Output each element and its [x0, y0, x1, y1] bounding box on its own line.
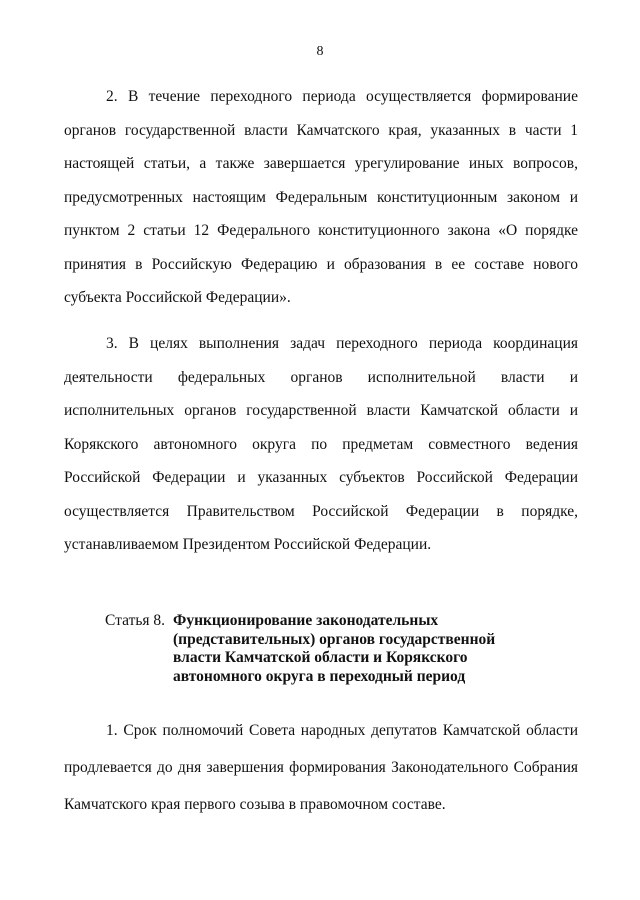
- title-line: автономного округа в переходный период: [173, 667, 466, 685]
- article-label: Статья 8.: [105, 612, 166, 629]
- article-title: [173, 612, 495, 686]
- text-line: деятельности федеральных органов исполнительной власти и: [64, 368, 578, 386]
- title-line: (представительных) органов государственной: [173, 630, 496, 648]
- text-line: устанавливаемом Президентом Российской Федерации.: [64, 536, 432, 553]
- paragraph-2: [64, 80, 578, 315]
- text-line: 3. В целях выполнения задач переходного периода координация: [106, 335, 578, 352]
- text-line: настоящей статьи, а также завершается урегулирование иных вопросов,: [64, 155, 578, 172]
- title-line: власти Камчатской области и Корякского: [173, 649, 468, 666]
- text-line: исполнительных органов государственной власти Камчатской области и: [64, 402, 578, 419]
- text-line: продлевается до дня завершения формирования Законодательного Собрания: [64, 759, 578, 776]
- text-line: органов государственной власти Камчатского края, указанных в части 1: [64, 121, 578, 139]
- text-line: Российской Федерации и указанных субъектов Российской Федерации: [64, 469, 578, 486]
- paragraph-3: [64, 327, 578, 562]
- text-line: Корякского автономного округа по предметам совместного ведения: [64, 435, 578, 453]
- title-line: Функционирование законодательных: [173, 612, 439, 629]
- text-line: 2. В течение переходного периода осуществляется формирование: [106, 88, 578, 105]
- text-line: принятия в Российскую Федерацию и образования в ее составе нового: [64, 255, 578, 273]
- text-line: субъекта Российской Федерации».: [64, 289, 291, 306]
- text-line: 1. Срок полномочий Совета народных депутатов Камчатской области: [106, 722, 578, 739]
- article-8-paragraph-1: [64, 712, 578, 823]
- text-line: осуществляется Правительством Российской Федерации в порядке,: [64, 502, 578, 520]
- text-line: предусмотренных настоящим Федеральным конституционным законом и: [64, 188, 578, 206]
- text-line: пунктом 2 статьи 12 Федерального конституционного закона «О порядке: [64, 222, 578, 239]
- text-line: Камчатского края первого созыва в правомочном составе.: [64, 796, 446, 813]
- page-number: 8: [316, 44, 324, 59]
